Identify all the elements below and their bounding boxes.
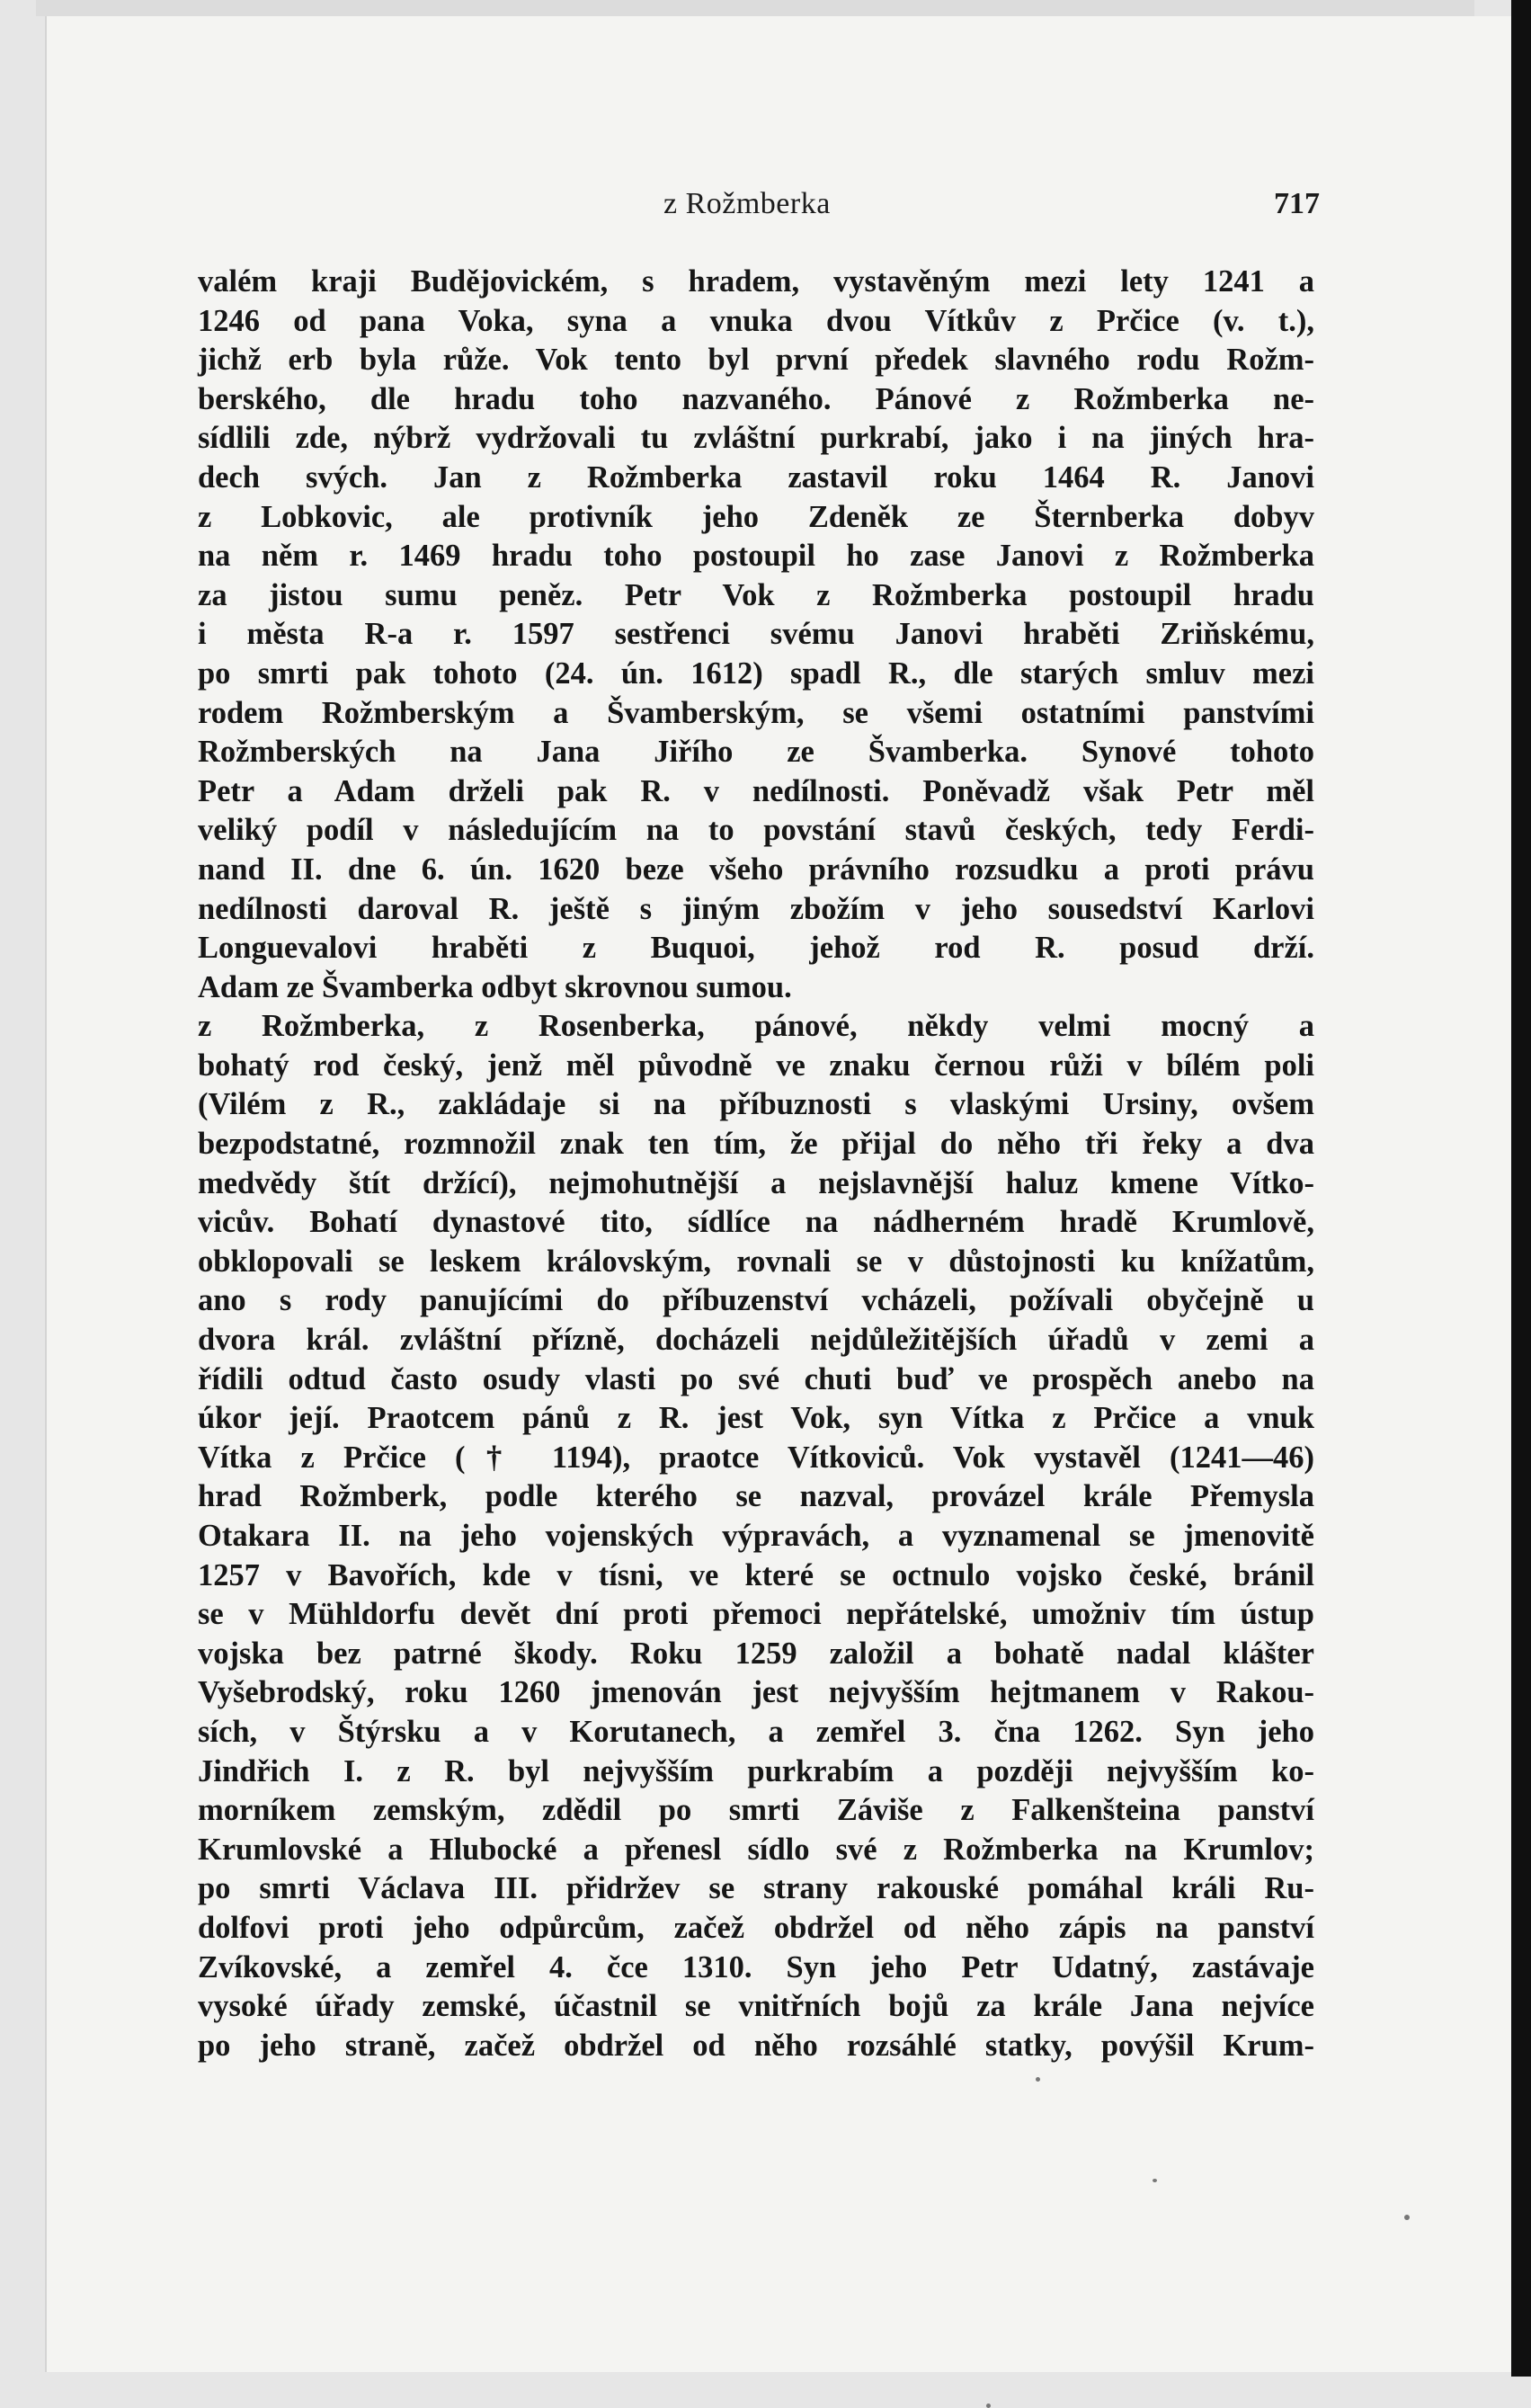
text-line: sích, v Štýrsku a v Korutanech, a zemřel 3. čna 1262. Syn jeho [198, 1714, 1314, 1749]
scan-right-edge [1511, 0, 1531, 2377]
text-line: Jindřich I. z R. byl nejvyšším purkrabím a později nejvyšším ko- [198, 1753, 1314, 1788]
text-line: za jistou sumu peněz. Petr Vok z Rožmberka postoupil hradu [198, 577, 1314, 612]
text-line: po jeho straně, začež obdržel od něho rozsáhlé statky, povýšil Krum- [198, 2028, 1314, 2063]
text-line: nand II. dne 6. ún. 1620 beze všeho právního rozsudku a proti právu [198, 852, 1314, 887]
text-line: morníkem zemským, zdědil po smrti Záviše z Falkenšteina panství [198, 1793, 1314, 1828]
running-head: z Rožmberka [663, 187, 831, 220]
text-line: vojska bez patrné škody. Roku 1259 založil a bohatě nadal klášter [198, 1636, 1314, 1671]
text-line: hrad Rožmberk, podle kterého se nazval, provázel krále Přemysla [198, 1479, 1314, 1514]
text-line: po smrti pak tohoto (24. ún. 1612) spadl R., dle starých smluv mezi [198, 656, 1314, 691]
body-text [198, 263, 1314, 2065]
text-line: jichž erb byla růže. Vok tento byl první předek slavného rodu Rožm- [198, 343, 1314, 378]
text-line: se v Mühldorfu devět dní proti přemoci nepřátelské, umožniv tím ústup [198, 1597, 1314, 1632]
text-line: Adam ze Švamberka odbyt skrovnou sumou. [198, 969, 792, 1004]
text-line: Otakara II. na jeho vojenských výpravách, a vyznamenal se jmenovitě [198, 1519, 1314, 1553]
text-line: veliký podíl v následujícím na to povstání stavů českých, tedy Ferdi- [198, 813, 1314, 848]
text-line: Petr a Adam drželi pak R. v nedílnosti. Poněvadž však Petr měl [198, 773, 1314, 808]
text-line: rodem Rožmberským a Švamberským, se všemi ostatními panstvími [198, 695, 1314, 730]
text-line: Longuevalovi hraběti z Buquoi, jehož rod R. posud drží. [198, 931, 1314, 966]
text-line: 1257 v Bavořích, kde v tísni, ve které se octnulo vojsko české, bránil [198, 1557, 1314, 1592]
text-line: Zvíkovské, a zemřel 4. čce 1310. Syn jeho Petr Udatný, zastávaje [198, 1949, 1314, 1984]
text-line: na něm r. 1469 hradu toho postoupil ho zase Janovi z Rožmberka [198, 539, 1314, 574]
text-line: Rožmberských na Jana Jiřího ze Švamberka. Synové tohoto [198, 735, 1314, 770]
text-line: vicův. Bohatí dynastové tito, sídlíce na nádherném hradě Krumlově, [198, 1205, 1314, 1240]
text-line: valém kraji Budějovickém, s hradem, vystavěným mezi lety 1241 a [198, 264, 1314, 299]
text-line: úkor její. Praotcem pánů z R. jest Vok, syn Vítka z Prčice a vnuk [198, 1401, 1314, 1436]
text-line: ano s rody panujícími do příbuzenství vcházeli, požívali obyčejně u [198, 1283, 1314, 1318]
text-line: Krumlovské a Hlubocké a přenesl sídlo své z Rožmberka na Krumlov; [198, 1832, 1314, 1867]
text-line: nedílnosti daroval R. ještě s jiným zbožím v jeho sousedství Karlovi [198, 891, 1314, 926]
text-line: po smrti Václava III. přidržev se strany rakouské pomáhal králi Ru- [198, 1871, 1314, 1906]
scan-top-edge [36, 0, 1474, 16]
text-line: z Lobkovic, ale protivník jeho Zdeněk ze Šternberka dobyv [198, 499, 1314, 534]
text-line: Vyšebrodský, roku 1260 jmenován jest nejvyšším hejtmanem v Rakou- [198, 1675, 1314, 1710]
text-line: 1246 od pana Voka, syna a vnuka dvou Vítkův z Prčice (v. t.), [198, 303, 1314, 338]
text-line: bohatý rod český, jenž měl původně ve znaku černou růži v bílém poli [198, 1048, 1314, 1083]
text-line: medvědy štít držící), nejmohutnější a nejslavnější haluz kmene Vítko- [198, 1165, 1314, 1200]
text-line: dolfovi proti jeho odpůrcům, začež obdržel od něho zápis na panství [198, 1910, 1314, 1945]
text-line: dech svých. Jan z Rožmberka zastavil roku 1464 R. Janovi [198, 459, 1314, 495]
page-number: 717 [1274, 187, 1320, 220]
text-line: Vítka z Prčice († 1194), praotce Vítkoviců. Vok vystavěl (1241—46) [198, 1440, 1314, 1475]
text-line: obklopovali se leskem královským, rovnali se v důstojnosti ku knížatům, [198, 1244, 1314, 1279]
entry-heading-line: z Rožmberka, z Rosenberka, pánové, někdy velmi mocný a [198, 1009, 1314, 1044]
text-line: dvora král. zvláštní přízně, docházeli nejdůležitějších úřadů v zemi a [198, 1323, 1314, 1358]
text-line: řídili odtud často osudy vlasti po své chuti buď ve prospěch anebo na [198, 1361, 1314, 1396]
text-line: berského, dle hradu toho nazvaného. Pánové z Rožmberka ne- [198, 381, 1314, 416]
text-line: i města R-a r. 1597 sestřenci svému Janovi hraběti Zriňskému, [198, 617, 1314, 652]
text-line: bezpodstatné, rozmnožil znak ten tím, že přijal do něho tři řeky a dva [198, 1127, 1314, 1162]
text-line: (Vilém z R., zakládaje si na příbuznosti s vlaskými Ursiny, ovšem [198, 1087, 1314, 1122]
text-line: vysoké úřady zemské, účastnil se vnitřních bojů za krále Jana nejvíce [198, 1989, 1314, 2024]
page-header [196, 180, 1320, 234]
text-line: sídlili zde, nýbrž vydržovali tu zvláštní purkrabí, jako i na jiných hra- [198, 421, 1314, 456]
